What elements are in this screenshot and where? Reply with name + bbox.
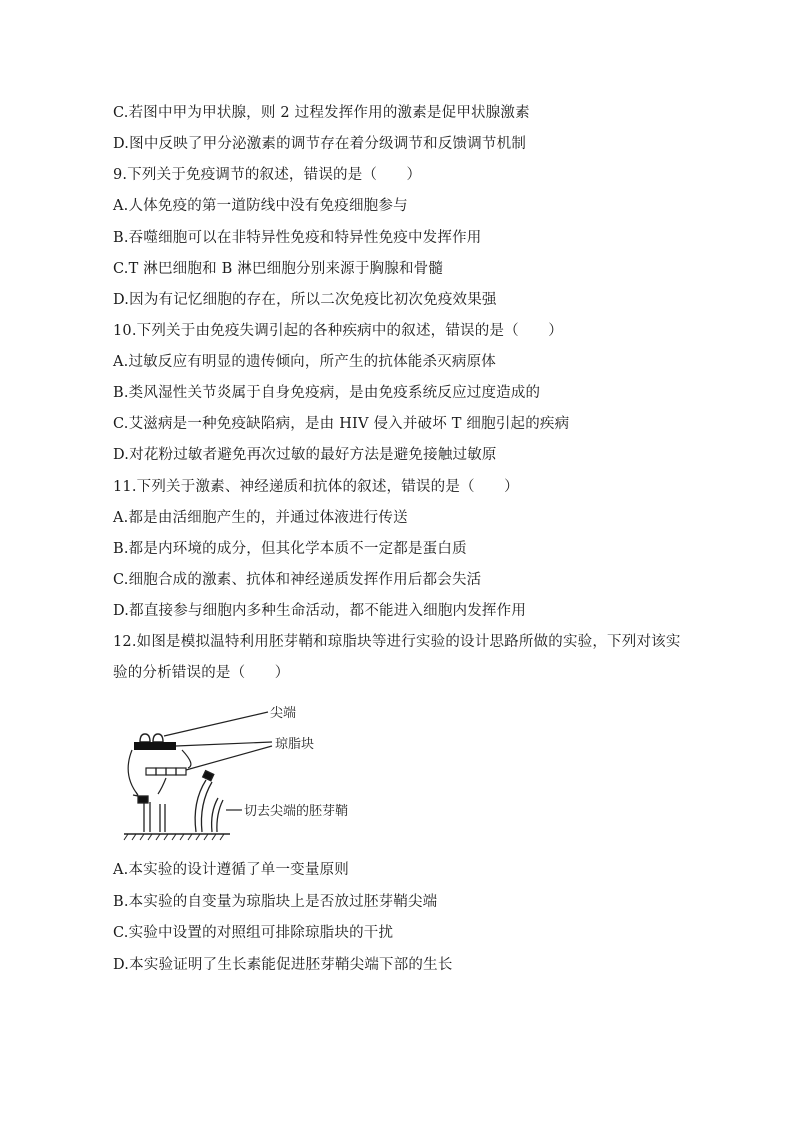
ground-hatch (124, 834, 224, 840)
arrow-right (182, 750, 191, 768)
q10-stem: 10.下列关于由免疫失调引起的各种疾病中的叙述，错误的是（ ） (113, 323, 563, 339)
q12-option-d: D.本实验证明了生长素能促进胚芽鞘尖端下部的生长 (113, 957, 453, 973)
q11-option-b: B.都是内环境的成分，但其化学本质不一定都是蛋白质 (113, 541, 467, 557)
agar-block-pieces (146, 768, 186, 775)
q12-stem: 12.如图是模拟温特利用胚芽鞘和琼脂块等进行实验的设计思路所做的实验，下列对该实验的分析错误的是（ ） (113, 634, 681, 681)
q9-stem: 9.下列关于免疫调节的叙述，错误的是（ ） (113, 167, 422, 183)
q12-option-c: C.实验中设置的对照组可排除琼脂块的干扰 (113, 925, 394, 941)
q8-option-c: C.若图中甲为甲状腺，则 2 过程发挥作用的激素是促甲状腺激素 (113, 105, 530, 121)
label-agar-block: 琼脂块 (275, 737, 315, 752)
q12-option-b: B.本实验的自变量为琼脂块上是否放过胚芽鞘尖端 (113, 894, 438, 910)
q11-option-c: C.细胞合成的激素、抗体和神经递质发挥作用后都会失活 (113, 572, 482, 588)
q8-option-d: D.图中反映了甲分泌激素的调节存在着分级调节和反馈调节机制 (113, 136, 527, 152)
coleoptile-tips (140, 734, 163, 742)
label-tip: 尖端 (270, 706, 297, 721)
q10-option-b: B.类风湿性关节炎属于自身免疫病，是由免疫系统反应过度造成的 (113, 385, 541, 401)
q10-option-a: A.过敏反应有明显的遗传倾向，所产生的抗体能杀灭病原体 (113, 354, 496, 370)
q9-option-d: D.因为有记忆细胞的存在，所以二次免疫比初次免疫效果强 (113, 292, 497, 308)
q11-stem: 11.下列关于激素、神经递质和抗体的叙述，错误的是（ ） (113, 479, 519, 495)
coleoptile-experiment-figure (120, 700, 420, 850)
leader-line-tip (164, 712, 268, 736)
q12-option-a: A.本实验的设计遵循了单一变量原则 (113, 862, 349, 878)
coleoptile-group-left (138, 796, 165, 832)
leader-line-agar-2 (186, 746, 272, 770)
leader-line-agar-1 (176, 742, 272, 746)
q9-option-c: C.T 淋巴细胞和 B 淋巴细胞分别来源于胸腺和骨髓 (113, 261, 444, 277)
q9-option-a: A.人体免疫的第一道防线中没有免疫细胞参与 (113, 198, 408, 214)
q11-option-d: D.都直接参与细胞内多种生命活动，都不能进入细胞内发挥作用 (113, 603, 527, 619)
q11-option-a: A.都是由活细胞产生的，并通过体液进行传送 (113, 510, 408, 526)
q10-option-c: C.艾滋病是一种免疫缺陷病，是由 HIV 侵入并破坏 T 细胞引起的疾病 (113, 416, 570, 432)
q10-option-d: D.对花粉过敏者避免再次过敏的最好方法是避免接触过敏原 (113, 447, 497, 463)
coleoptile-group-right (195, 771, 223, 832)
q9-option-b: B.吞噬细胞可以在非特异性免疫和特异性免疫中发挥作用 (113, 230, 482, 246)
label-cut-coleoptile: 切去尖端的胚芽鞘 (244, 804, 349, 819)
agar-block-with-tips (134, 742, 176, 750)
arrow-left (128, 750, 138, 795)
